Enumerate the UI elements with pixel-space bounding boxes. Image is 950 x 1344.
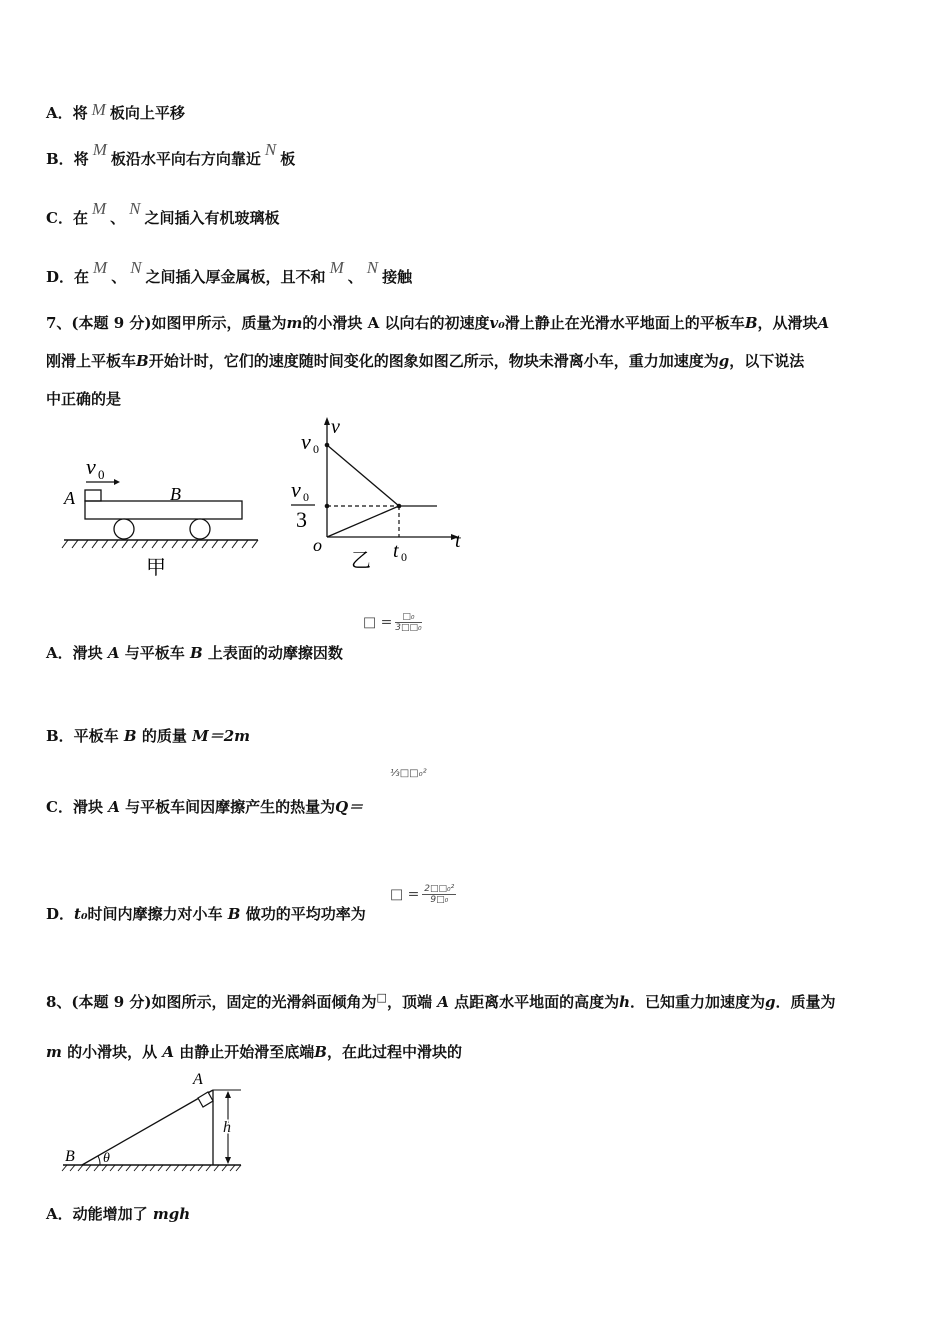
q7-stem: 7、(本题 9 分)如图甲所示，质量为m的小滑块 A 以向右的初速度v₀滑上静止在光滑水平地面上的平板车B，从滑块A 刚滑上平板车B开始计时，它们的速度随时间变化的图象如图乙所示，物块未滑离小车，重力加速度为g，以下说法 中正确的是: [46, 314, 830, 408]
label-t0: t: [393, 540, 399, 562]
label-v0-sub: 0: [98, 467, 105, 482]
caption-yi: 乙: [351, 550, 371, 572]
q6-option-b: B．将 M 板沿水平向右方向靠近 N 板: [46, 140, 296, 168]
q7-option-a: A．滑块 A 与平板车 B 上表面的动摩擦因数: [46, 644, 343, 662]
cart-b: [85, 501, 242, 519]
symbol-n: N: [264, 140, 277, 159]
q8-option-a: A．动能增加了 mgh: [46, 1205, 191, 1223]
symbol-n: N: [130, 258, 142, 277]
q8-stem: 8、(本题 9 分)如图所示，固定的光滑斜面倾角为□，顶端 A 点距离水平地面的高度为h．已知重力加速度为g．质量为 m 的小滑块，从 A 由静止开始滑至底端B，在此过程中滑块的: [46, 991, 836, 1061]
svg-text:0: 0: [313, 442, 319, 456]
symbol-n: N: [366, 258, 379, 277]
symbol-m: M: [92, 140, 107, 159]
angle-arc: [98, 1156, 100, 1165]
q6-option-a: A．将 M 板向上平移: [46, 100, 185, 122]
label-frac-den: 3: [296, 507, 307, 532]
ground-hatch: [62, 540, 258, 548]
symbol-m: M: [329, 258, 344, 277]
line-a: [327, 445, 399, 506]
figure-jia: [58, 452, 268, 582]
label-frac-num: v: [291, 477, 301, 502]
label-theta: θ: [103, 1151, 110, 1166]
formula-power: □ = $\frac{\text{2□□₀²}}{\text{9□₀}}$: [390, 884, 455, 905]
symbol-m: M: [91, 100, 106, 119]
block-a: [85, 490, 101, 501]
label-b: B: [170, 484, 181, 504]
label-h: h: [223, 1119, 231, 1136]
incline: [82, 1090, 213, 1165]
arrow-head: [114, 479, 120, 485]
line-b: [327, 506, 399, 537]
label-o: o: [313, 535, 322, 555]
q7-option-b: B．平板车 B 的质量 M＝2m: [46, 727, 251, 745]
label-a: A: [193, 1071, 203, 1088]
wheel-right: [190, 519, 210, 539]
figure-incline: [55, 1062, 255, 1177]
label-b: B: [65, 1148, 75, 1165]
symbol-n: N: [129, 199, 141, 218]
label-a: A: [64, 488, 75, 508]
formula-mu: □ = □₀ 3□□₀: [363, 612, 422, 633]
q6-option-d: D．在 M 、 N 之间插入厚金属板，且不和 M 、 N 接触: [46, 258, 413, 286]
caption-jia: 甲: [146, 557, 166, 579]
svg-text:0: 0: [401, 550, 407, 564]
ground-hatch: [62, 1165, 241, 1171]
q7-option-d: D．t₀时间内摩擦力对小车 B 做功的平均功率为: [46, 905, 366, 923]
wheel-left: [114, 519, 134, 539]
symbol-m: M: [91, 199, 107, 218]
svg-text:0: 0: [303, 490, 309, 504]
q7-option-c: C．滑块 A 与平板车间因摩擦产生的热量为Q＝: [46, 798, 364, 816]
axis-label-v: v: [331, 416, 340, 438]
q6-option-c: C．在 M 、 N 之间插入有机玻璃板: [46, 199, 280, 227]
label-v0: v: [301, 429, 311, 454]
axis-label-t: t: [455, 530, 461, 552]
formula-q: ⅓□□₀²: [390, 768, 427, 779]
label-v0: v: [86, 454, 96, 479]
figure-yi: [285, 415, 475, 575]
symbol-m: M: [93, 258, 108, 277]
slider-block: [198, 1092, 213, 1107]
